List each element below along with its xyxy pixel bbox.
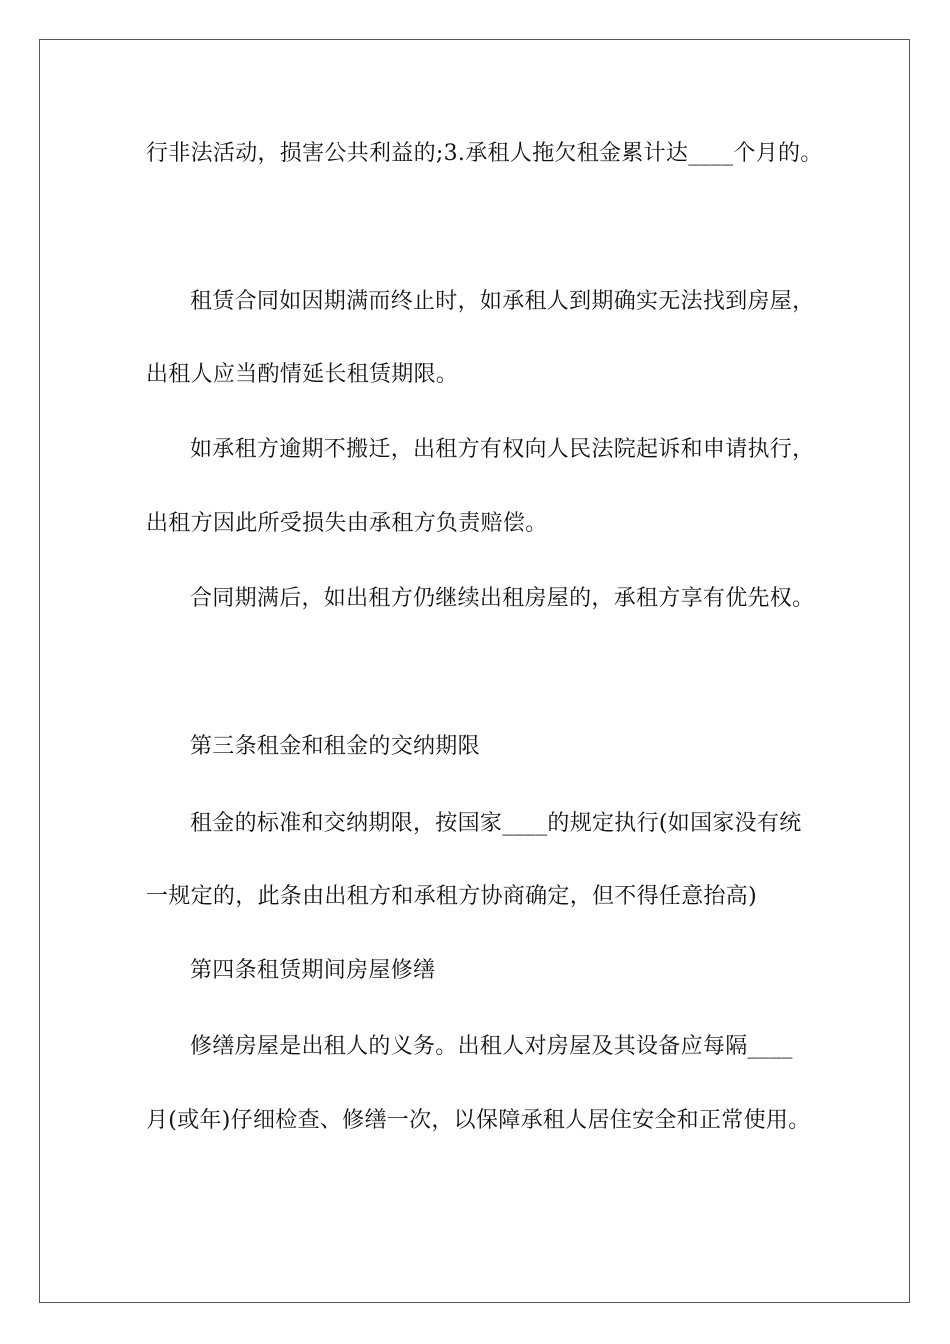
paragraph-line: 出租方因此所受损失由承租方负责赔偿。 — [146, 511, 548, 536]
paragraph-line: 如承租方逾期不搬迁，出租方有权向人民法院起诉和申请执行， — [190, 437, 815, 462]
paragraph-line: 行非法活动，损害公共利益的;3.承租人拖欠租金累计达____个月的。 — [146, 141, 823, 166]
paragraph-line: 月(或年)仔细检查、修缮一次，以保障承租人居住安全和正常使用。 — [146, 1108, 811, 1133]
paragraph-line: 租赁合同如因期满而终止时，如承租人到期确实无法找到房屋， — [190, 289, 815, 314]
section-heading: 第三条租金和租金的交纳期限 — [190, 734, 480, 759]
paragraph-line: 一规定的，此条由出租方和承租方协商确定，但不得任意抬高) — [146, 884, 757, 909]
paragraph-line: 出租人应当酌情延长租赁期限。 — [146, 362, 459, 387]
paragraph-line: 合同期满后，如出租方仍继续出租房屋的，承租方享有优先权。 — [190, 586, 815, 611]
paragraph-line: 修缮房屋是出租人的义务。出租人对房屋及其设备应每隔____ — [190, 1034, 793, 1059]
paragraph-line: 租金的标准和交纳期限，按国家____的规定执行(如国家没有统 — [190, 811, 802, 836]
section-heading: 第四条租赁期间房屋修缮 — [190, 958, 436, 983]
